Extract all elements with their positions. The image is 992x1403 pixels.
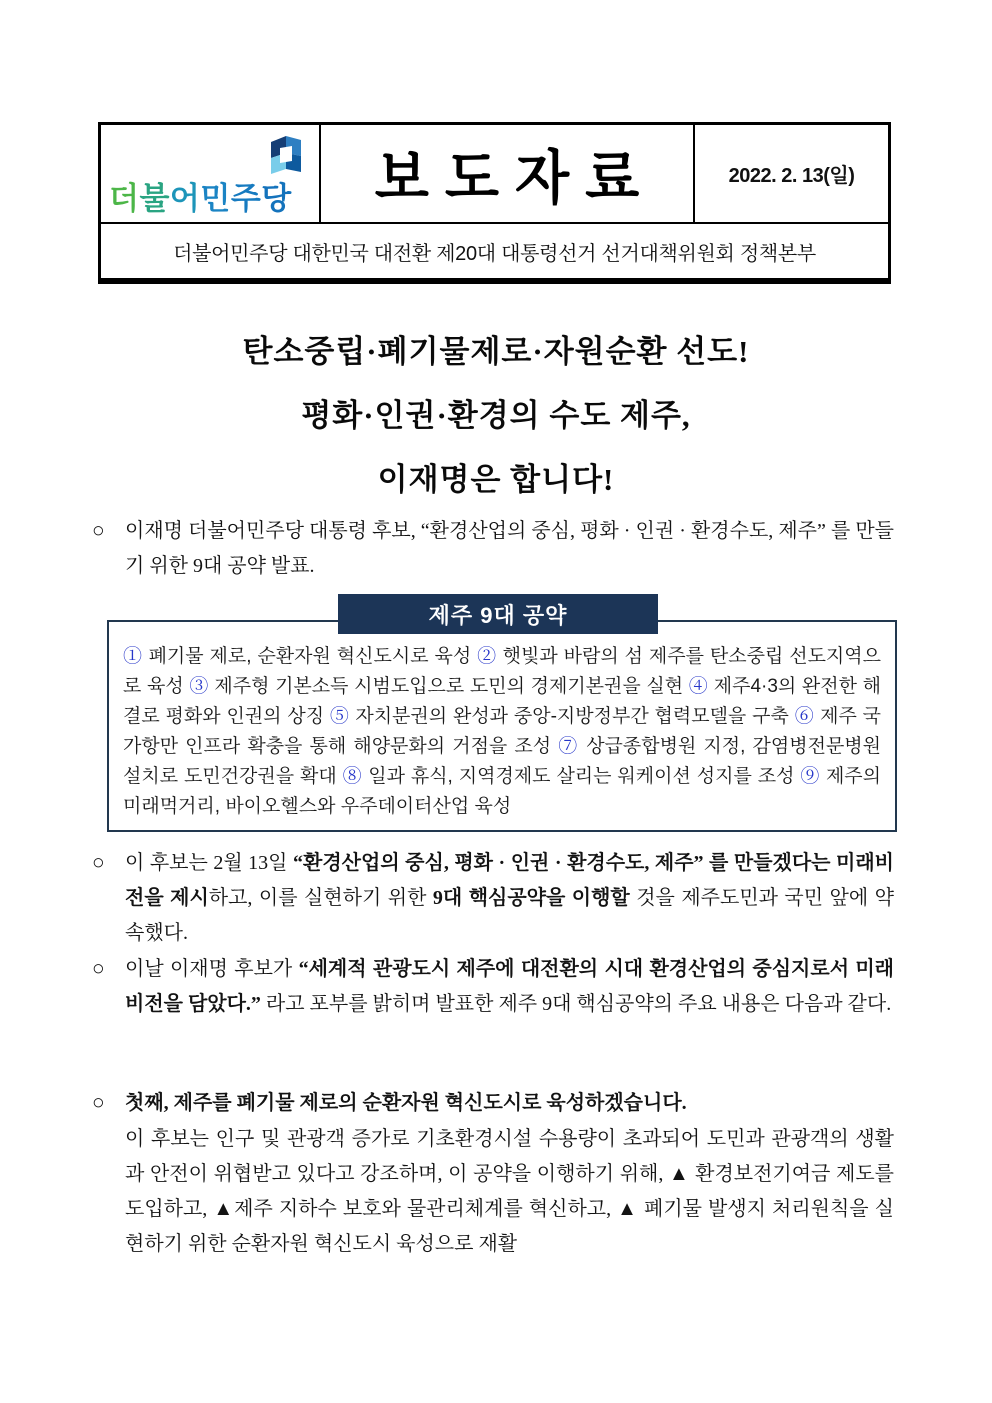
paragraph-first-pledge-body xyxy=(92,1122,894,1262)
headline-line-2: 평화·인권·환경의 수도 제주, xyxy=(301,398,691,433)
header-subtitle-bar xyxy=(101,222,888,278)
circle-bullet-icon: ○ xyxy=(92,850,105,874)
party-logo xyxy=(101,125,321,222)
circle-bullet-icon: ○ xyxy=(92,1090,105,1114)
headline-line-3: 이재명은 합니다! xyxy=(377,462,615,497)
header-subtitle: 더불어민주당 대한민국 대전환 제20대 대통령선거 선거대책위원회 정책본부 xyxy=(173,242,816,265)
party-logo-text: 더불어민주당 xyxy=(109,181,292,216)
party-flag-icon xyxy=(269,135,303,175)
pledge-box xyxy=(107,620,897,832)
headline xyxy=(0,320,992,512)
paragraph-text: 이 후보는 2월 13일 “환경산업의 중심, 평화 · 인권 · 환경수도, 제주” 를 만들겠다는 미래비전을 제시하고, 이를 실현하기 위한 9대 핵심공약을 이행할 것을 제주도민과 국민 앞에 약속했다. xyxy=(125,852,894,944)
header-top-row xyxy=(101,125,888,222)
press-release-title-cell xyxy=(321,125,695,222)
bullet-paragraph-first-pledge xyxy=(92,1086,894,1121)
paragraph-text: 이날 이재명 후보가 “세계적 관광도시 제주에 대전환의 시대 환경산업의 중심지로서 미래비전을 담았다.” 라고 포부를 밝히며 발표한 제주 9대 핵심공약의 주요 내용은 다음과 같다. xyxy=(125,958,894,1015)
headline-line-1: 탄소중립·폐기물제로·자원순환 선도! xyxy=(242,334,750,369)
header-date-cell xyxy=(695,125,888,222)
bullet-paragraph-quote xyxy=(92,952,894,1022)
paragraph-text: 첫째, 제주를 폐기물 제로의 순환자원 혁신도시로 육성하겠습니다. xyxy=(125,1092,687,1114)
press-release-title: 보도자료 xyxy=(374,144,656,211)
circle-bullet-icon: ○ xyxy=(92,518,105,542)
paragraph-text: 이 후보는 인구 및 관광객 증가로 기초환경시설 수용량이 초과되어 도민과 관광객의 생활과 안전이 위협받고 있다고 강조하며, 이 공약을 이행하기 위해, ▲ 환경보전기여금 제도를 도입하고, ▲제주 지하수 보호와 물관리체계를 혁신하고, ▲ 폐기물 발생지 처리원칙을 실현하기 위한 순환자원 혁신도시 육성으로 재활 xyxy=(125,1128,894,1255)
circle-bullet-icon: ○ xyxy=(92,956,105,980)
header-table xyxy=(98,122,891,284)
header-date: 2022. 2. 13(일) xyxy=(728,165,855,187)
pledge-box-content: ① 폐기물 제로, 순환자원 혁신도시로 육성 ② 햇빛과 바람의 섬 제주를 탄소중립 선도지역으로 육성 ③ 제주형 기본소득 시범도입으로 도민의 경제기본권을 실현 ④ 제주4·3의 완전한 해결로 평화와 인권의 상징 ⑤ 자치분권의 완성과 중앙-지방정부간 협력모델을 구축 ⑥ 제주 국가항만 인프라 확충을 통해 해양문화의 거점을 조성 ⑦ 상급종합병원 지정, 감염병전문병원 설치로 도민건강권을 확대 ⑧ 일과 휴식, 지역경제도 살리는 워케이션 성지를 조성 ⑨ 제주의 미래먹거리, 바이오헬스와 우주데이터산업 육성 xyxy=(123,646,882,817)
bullet-paragraph-vision xyxy=(92,846,894,951)
bullet-paragraph-intro xyxy=(92,514,894,584)
pledge-box-title: 제주 9대 공약 xyxy=(338,594,658,634)
paragraph-text: 이재명 더불어민주당 대통령 후보, “환경산업의 중심, 평화 · 인권 · 환경수도, 제주” 를 만들기 위한 9대 공약 발표. xyxy=(125,520,894,577)
